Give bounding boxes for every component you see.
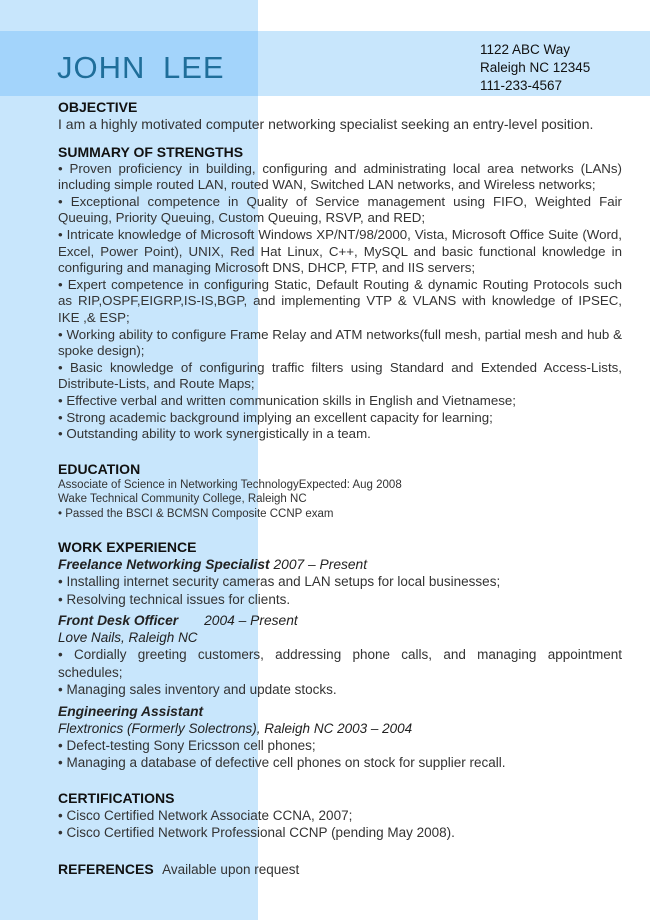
list-item: • Cordially greeting customers, addressing phone calls, and managing appointment schedules; bbox=[58, 647, 622, 680]
employer: Love Nails, Raleigh NC bbox=[58, 630, 198, 646]
objective-text: I am a highly motivated computer networking specialist seeking an entry-level position. bbox=[58, 116, 594, 132]
job-title bbox=[58, 612, 622, 629]
section-heading: OBJECTIVE bbox=[58, 99, 138, 115]
candidate-name: JOHN LEE bbox=[57, 50, 225, 85]
phone: 111-233-4567 bbox=[480, 78, 563, 93]
contact-info bbox=[480, 41, 590, 95]
list-item: • Intricate knowledge of Microsoft Windows XP/NT/98/2000, Vista, Microsoft Office Suite (Word, Excel, Power Point), UNIX, Red Hat Linux, C++, MySQL and basic functional knowledge in configuring and managing Microsoft DNS, DHCP, FTP, and IIS servers; bbox=[58, 226, 622, 276]
list-item: • Outstanding ability to work synergistically in a team. bbox=[58, 426, 371, 442]
list-item: • Basic knowledge of configuring traffic filters using Standard and Extended Access-Lists, Distribute-Lists, and Route Maps; bbox=[58, 359, 622, 392]
job-dates: 2004 – Present bbox=[204, 613, 298, 629]
job-title-text: Front Desk Officer bbox=[58, 613, 179, 629]
section-heading: WORK EXPERIENCE bbox=[58, 539, 197, 556]
list-item: • Defect-testing Sony Ericsson cell phones; bbox=[58, 737, 316, 753]
list-item: • Expert competence in configuring Static, Default Routing & dynamic Routing Protocols such as RIP,OSPF,EIGRP,IS-IS,BGP, and implementing VTP & VLANS with knowledge of IPSEC, IKE ,& ESP; bbox=[58, 276, 622, 325]
references-section bbox=[58, 861, 622, 879]
list-item: • Cisco Certified Network Associate CCNA, 2007; bbox=[58, 807, 353, 823]
list-item: • Strong academic background implying an excellent capacity for learning; bbox=[58, 409, 493, 425]
list-item: • Cisco Certified Network Professional CCNP (pending May 2008). bbox=[58, 825, 455, 841]
address-line-2: Raleigh NC 12345 bbox=[480, 60, 591, 75]
job-title bbox=[58, 556, 622, 573]
degree: Associate of Science in Networking TechnologyExpected: Aug 2008 bbox=[58, 478, 402, 491]
section-heading: CERTIFICATIONS bbox=[58, 789, 175, 806]
list-item: • Installing internet security cameras and LAN setups for local businesses; bbox=[58, 574, 501, 590]
address-line-1: 1122 ABC Way bbox=[480, 42, 571, 57]
section-heading: SUMMARY OF STRENGTHS bbox=[58, 143, 244, 160]
section-heading: EDUCATION bbox=[58, 460, 141, 477]
list-item: • Resolving technical issues for clients. bbox=[58, 591, 291, 607]
work-section bbox=[58, 539, 622, 772]
school: Wake Technical Community College, Raleigh NC bbox=[58, 493, 307, 506]
education-note: • Passed the BSCI & BCMSN Composite CCNP exam bbox=[58, 507, 334, 520]
certifications-section bbox=[58, 790, 622, 842]
strengths-section bbox=[58, 144, 622, 443]
list-item: • Proven proficiency in building, configuring and administrating local area networks (LANs) including simple routed LAN, routed WAN, Switched LAN networks, and Wireless networks; bbox=[58, 160, 622, 193]
list-item: • Working ability to configure Frame Relay and ATM networks(full mesh, partial mesh and hub & spoke design); bbox=[58, 326, 622, 359]
job-title-text: Freelance Networking Specialist bbox=[58, 557, 270, 573]
job-title: Engineering Assistant bbox=[58, 703, 204, 719]
objective-section bbox=[58, 99, 622, 133]
employer: Flextronics (Formerly Solectrons), Raleigh NC 2003 – 2004 bbox=[58, 720, 413, 736]
education-section bbox=[58, 461, 622, 522]
resume-body bbox=[58, 99, 622, 879]
list-item: • Managing a database of defective cell phones on stock for supplier recall. bbox=[58, 755, 506, 771]
list-item: • Exceptional competence in Quality of Service management using FIFO, Weighted Fair Queuing, Priority Queuing, Custom Queuing, RSVP, and RED; bbox=[58, 193, 622, 226]
references-text: Available upon request bbox=[162, 861, 300, 877]
job-dates: 2007 – Present bbox=[273, 557, 368, 573]
section-heading: REFERENCES bbox=[58, 860, 154, 877]
list-item: • Managing sales inventory and update stocks. bbox=[58, 682, 337, 698]
list-item: • Effective verbal and written communication skills in English and Vietnamese; bbox=[58, 392, 516, 408]
